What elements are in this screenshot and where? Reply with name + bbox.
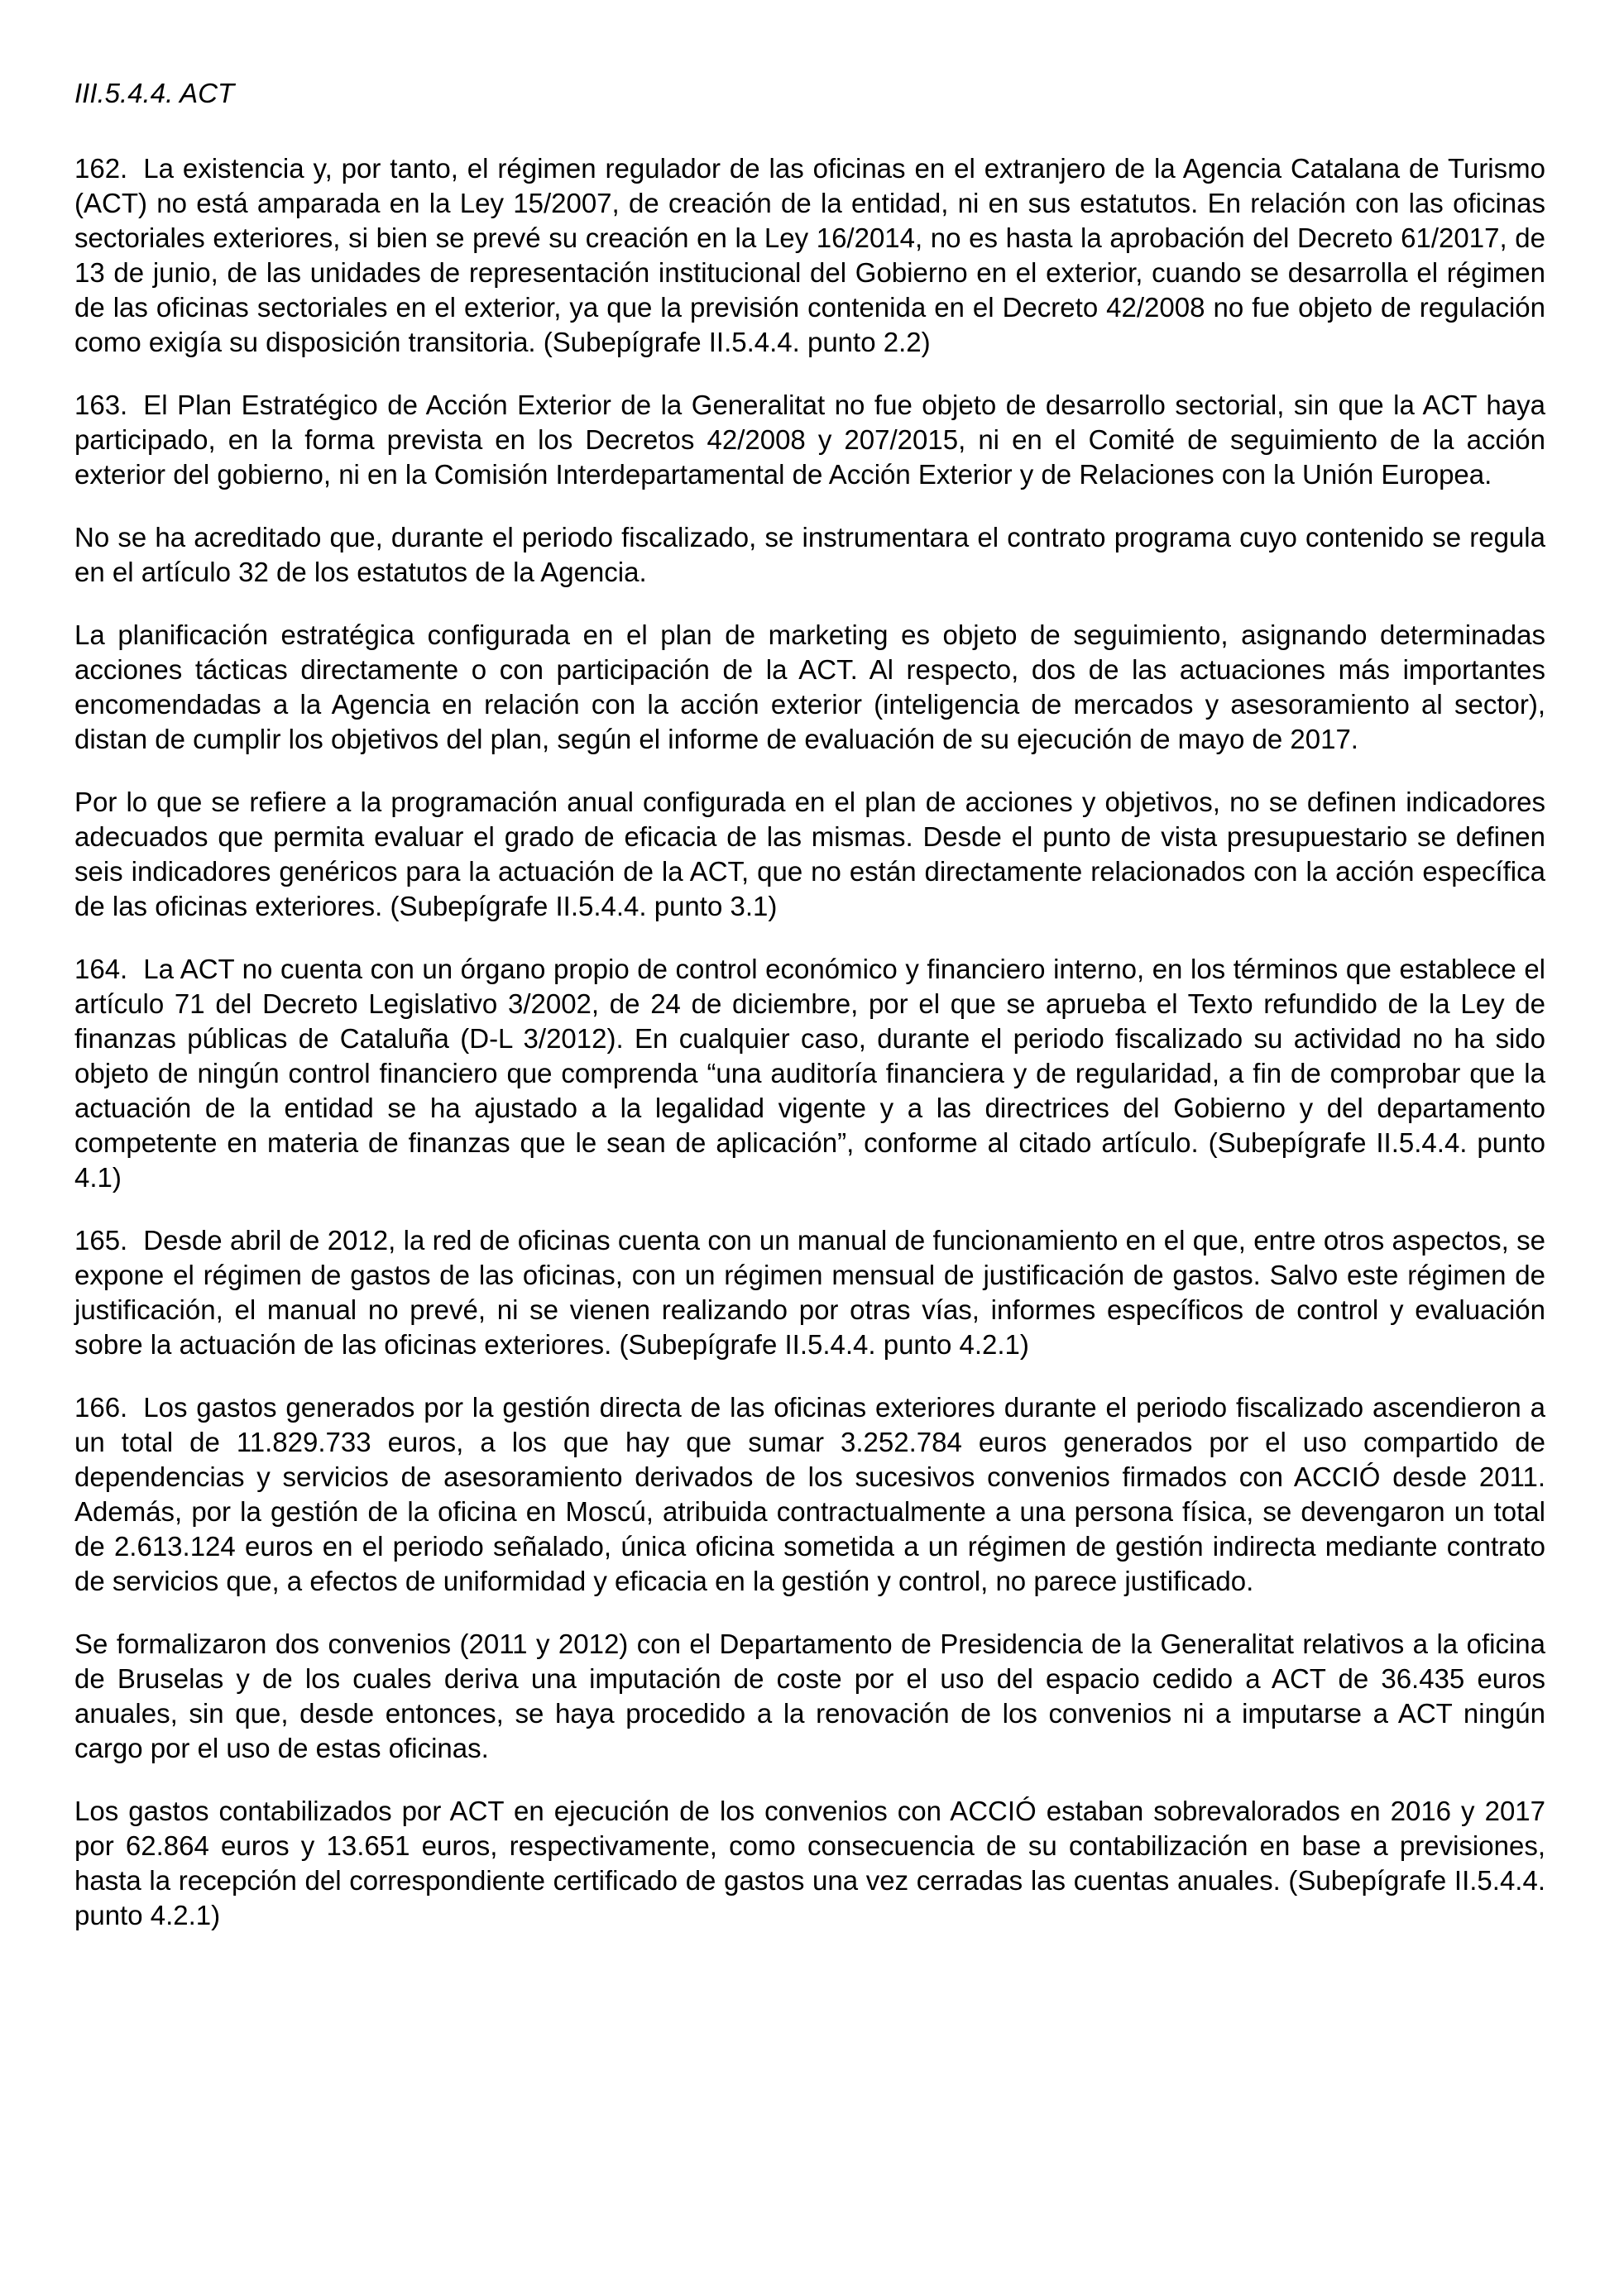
paragraph-text: Se formalizaron dos convenios (2011 y 2012) con el Departamento de Presidencia de la Generalitat relativos a la oficina de Bruselas y de los cuales deriva una imputación de coste por el uso del espacio cedido a ACT de 36.435 euros anuales, sin que, desde entonces, se haya procedido a la renovación de los convenios ni a imputarse a ACT ningún cargo por el uso de estas oficinas. [74, 1629, 1545, 1763]
paragraph-text: Desde abril de 2012, la red de oficinas cuenta con un manual de funcionamiento en el que, entre otros aspectos, se expone el régimen de gastos de las oficinas, con un régimen mensual de justificación de gastos. Salvo este régimen de justificación, el manual no prevé, ni se vienen realizando por otras vías, informes específicos de control y evaluación sobre la actuación de las oficinas exteriores. (Subepígrafe II.5.4.4. punto 4.2.1) [74, 1225, 1545, 1360]
paragraph-163 [74, 388, 1545, 492]
paragraph-164 [74, 952, 1545, 1195]
paragraph-166 [74, 1390, 1545, 1599]
section-heading: III.5.4.4. ACT [74, 78, 235, 108]
paragraph-162 [74, 151, 1545, 360]
paragraph-unnumbered-4 [74, 1627, 1545, 1766]
paragraph-text: El Plan Estratégico de Acción Exterior de la Generalitat no fue objeto de desarrollo sectorial, sin que la ACT haya participado, en la forma prevista en los Decretos 42/2008 y 207/2015, ni en el Comité de seguimiento de la acción exterior del gobierno, ni en la Comisión Interdepartamental de Acción Exterior y de Relaciones con la Unión Europea. [74, 390, 1545, 490]
paragraph-unnumbered-1 [74, 520, 1545, 590]
paragraph-165 [74, 1223, 1545, 1362]
paragraph-text: No se ha acreditado que, durante el periodo fiscalizado, se instrumentara el contrato programa cuyo contenido se regula en el artículo 32 de los estatutos de la Agencia. [74, 522, 1545, 587]
paragraph-number: 162. [74, 153, 128, 184]
paragraph-text: Los gastos contabilizados por ACT en ejecución de los convenios con ACCIÓ estaban sobrevalorados en 2016 y 2017 por 62.864 euros y 13.651 euros, respectivamente, como consecuencia de su contabilización en base a previsiones, hasta la recepción del correspondiente certificado de gastos una vez cerradas las cuentas anuales. (Subepígrafe II.5.4.4. punto 4.2.1) [74, 1796, 1545, 1930]
paragraph-unnumbered-5 [74, 1794, 1545, 1933]
paragraph-unnumbered-2 [74, 618, 1545, 757]
paragraph-text: La existencia y, por tanto, el régimen regulador de las oficinas en el extranjero de la Agencia Catalana de Turismo (ACT) no está amparada en la Ley 15/2007, de creación de la entidad, ni en sus estatutos. En relación con las oficinas sectoriales exteriores, si bien se prevé su creación en la Ley 16/2014, no es hasta la aprobación del Decreto 61/2017, de 13 de junio, de las unidades de representación institucional del Gobierno en el exterior, cuando se desarrolla el régimen de las oficinas sectoriales en el exterior, ya que la previsión contenida en el Decreto 42/2008 no fue objeto de regulación como exigía su disposición transitoria. (Subepígrafe II.5.4.4. punto 2.2) [74, 153, 1545, 357]
paragraph-number: 164. [74, 954, 128, 984]
paragraph-unnumbered-3 [74, 785, 1545, 924]
paragraph-number: 163. [74, 390, 128, 420]
paragraph-text: Por lo que se refiere a la programación anual configurada en el plan de acciones y objetivos, no se definen indicadores adecuados que permita evaluar el grado de eficacia de las mismas. Desde el punto de vista presupuestario se definen seis indicadores genéricos para la actuación de la ACT, que no están directamente relacionados con la acción específica de las oficinas exteriores. (Subepígrafe II.5.4.4. punto 3.1) [74, 787, 1545, 921]
paragraph-text: La ACT no cuenta con un órgano propio de control económico y financiero interno, en los términos que establece el artículo 71 del Decreto Legislativo 3/2002, de 24 de diciembre, por el que se aprueba el Texto refundido de la Ley de finanzas públicas de Cataluña (D-L 3/2012). En cualquier caso, durante el periodo fiscalizado su actividad no ha sido objeto de ningún control financiero que comprenda “una auditoría financiera y de regularidad, a fin de comprobar que la actuación de la entidad se ha ajustado a la legalidad vigente y a las directrices del Gobierno y del departamento competente en materia de finanzas que le sean de aplicación”, conforme al citado artículo. (Subepígrafe II.5.4.4. punto 4.1) [74, 954, 1545, 1193]
paragraph-number: 166. [74, 1392, 128, 1423]
paragraph-text: Los gastos generados por la gestión directa de las oficinas exteriores durante el periodo fiscalizado ascendieron a un total de 11.829.733 euros, a los que hay que sumar 3.252.784 euros generados por el uso compartido de dependencias y servicios de asesoramiento derivados de los sucesivos convenios firmados con ACCIÓ desde 2011. Además, por la gestión de la oficina en Moscú, atribuida contractualmente a una persona física, se devengaron un total de 2.613.124 euros en el periodo señalado, única oficina sometida a un régimen de gestión indirecta mediante contrato de servicios que, a efectos de uniformidad y eficacia en la gestión y control, no parece justificado. [74, 1392, 1545, 1596]
paragraph-text: La planificación estratégica configurada en el plan de marketing es objeto de seguimiento, asignando determinadas acciones tácticas directamente o con participación de la ACT. Al respecto, dos de las actuaciones más importantes encomendadas a la Agencia en relación con la acción exterior (inteligencia de mercados y asesoramiento al sector), distan de cumplir los objetivos del plan, según el informe de evaluación de su ejecución de mayo de 2017. [74, 619, 1545, 754]
paragraph-number: 165. [74, 1225, 128, 1256]
